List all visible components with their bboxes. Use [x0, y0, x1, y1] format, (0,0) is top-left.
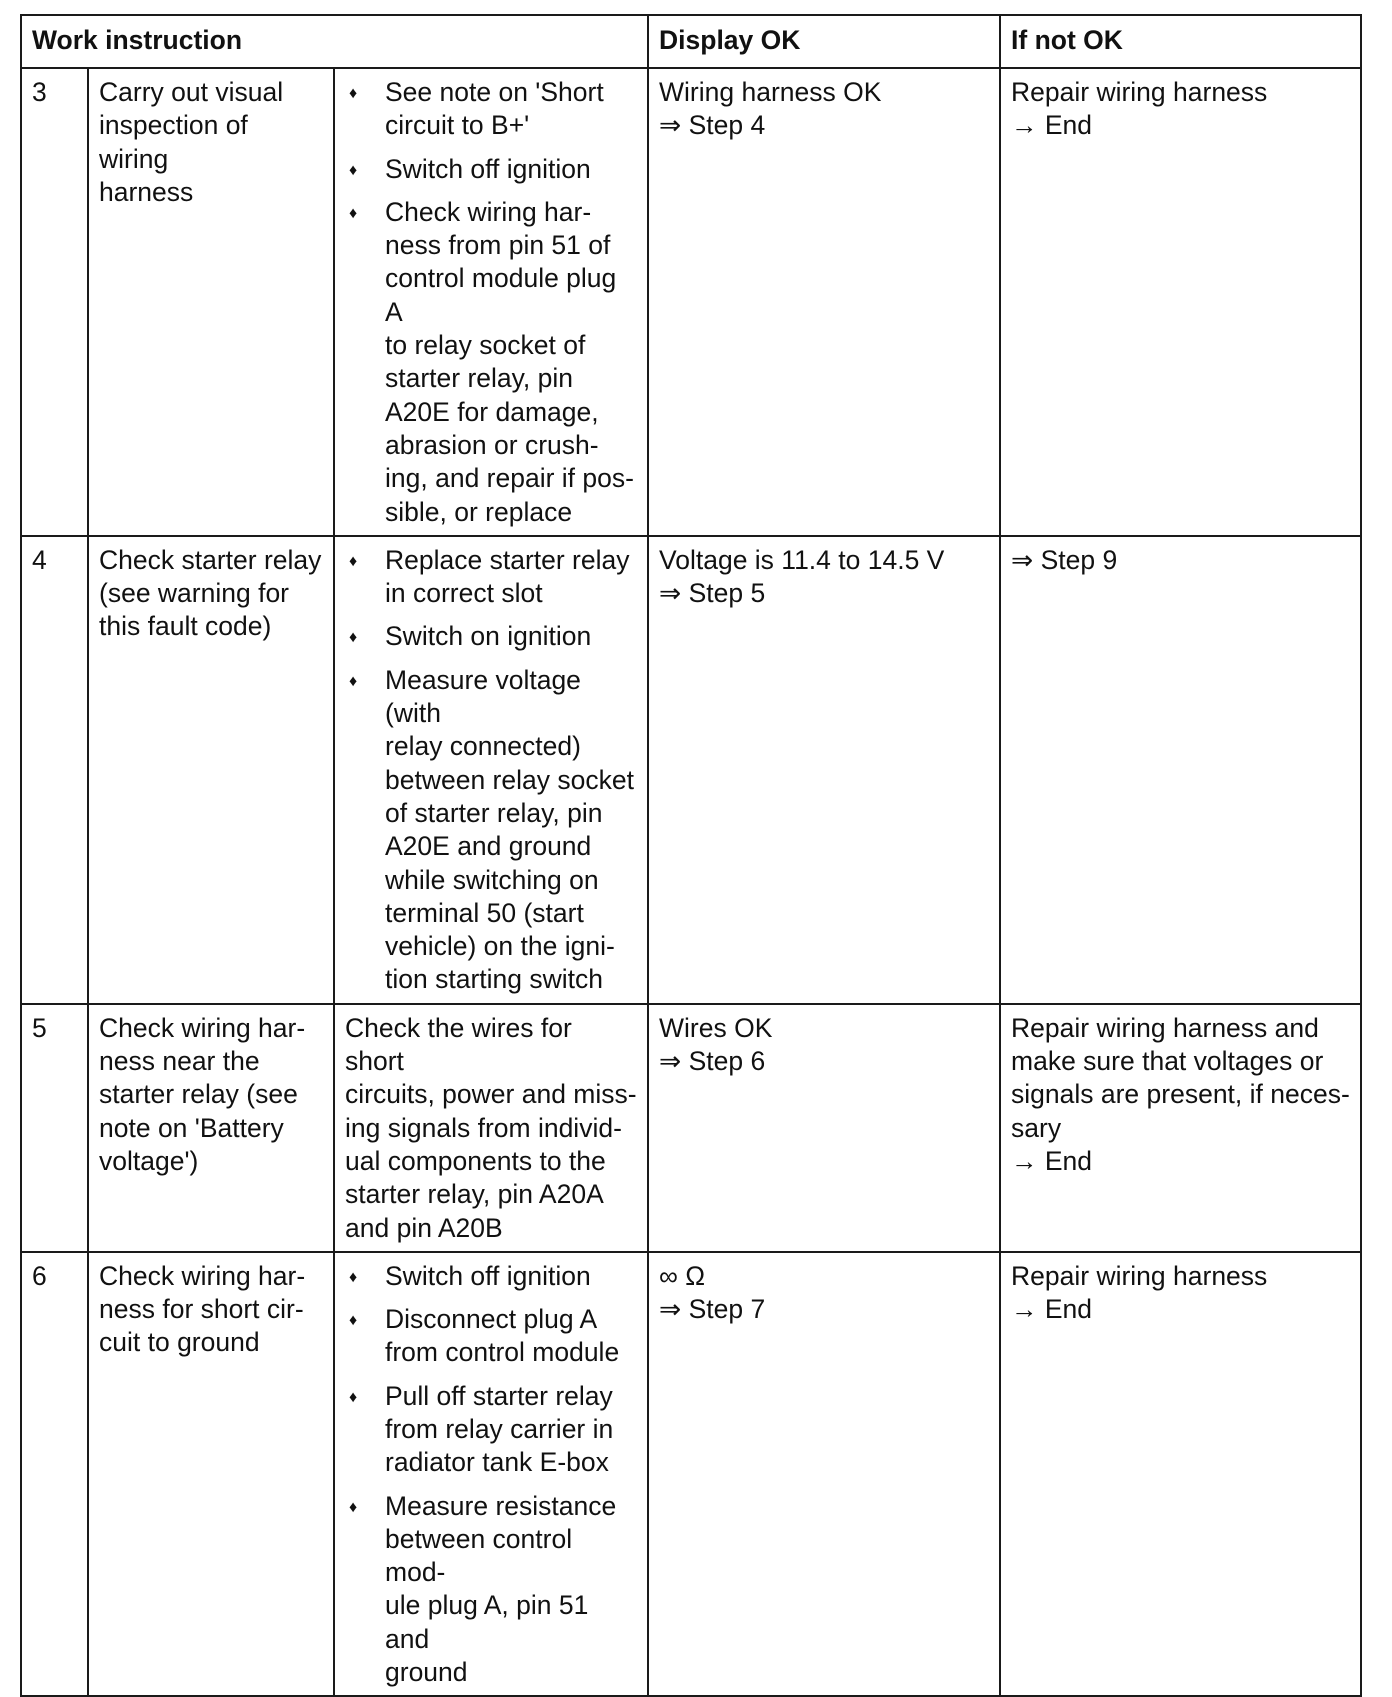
action-text: Switch on ignition [385, 621, 592, 652]
action-text: Pull off starter relay from relay carrier in radiator tank E-box [385, 1380, 614, 1478]
table-row [21, 1252, 1361, 1697]
action-item [345, 664, 637, 997]
task-description: Check wiring har- ness near the starter relay (see note on 'Battery voltage') [88, 1004, 334, 1252]
action-text: Measure voltage (with relay connected) between relay socket of starter relay, pin A20E and ground while switching on terminal 50 (start vehicle) on the igni- tion starting switch [385, 664, 634, 995]
bullet-diamond-icon: ♦ [349, 552, 358, 570]
step-number: 5 [21, 1004, 88, 1252]
action-cell [334, 1252, 648, 1697]
bullet-diamond-icon: ♦ [349, 1312, 358, 1330]
step-number: 6 [21, 1252, 88, 1697]
bullet-diamond-icon: ♦ [349, 85, 358, 102]
action-item [345, 76, 637, 143]
step-number: 3 [21, 68, 88, 536]
step-number: 4 [21, 536, 88, 1004]
task-description: Check wiring har- ness for short cir- cuit to ground [88, 1252, 334, 1697]
if-not-ok-result: ⇒ Step 9 [1000, 536, 1361, 1004]
bullet-diamond-icon: ♦ [349, 1268, 358, 1286]
display-ok-result: ∞ Ω ⇒ Step 7 [648, 1252, 1000, 1697]
action-text: Check wiring har- ness from pin 51 of control module plug A to relay socket of starter relay, pin A20E for damage, abrasion or crush- ing, and repair if pos- sible, or replace [385, 196, 634, 527]
if-not-ok-result: Repair wiring harness and make sure that voltages or signals are present, if neces- sary → End [1000, 1004, 1361, 1252]
if-not-ok-result: Repair wiring harness → End [1000, 1252, 1361, 1697]
table-row [21, 1004, 1361, 1252]
header-display-ok: Display OK [648, 15, 1000, 68]
table-row [21, 536, 1361, 1004]
action-text: Replace starter relay in correct slot [385, 544, 630, 609]
action-item [345, 544, 637, 611]
if-not-ok-result: Repair wiring harness → End [1000, 68, 1361, 536]
header-row [21, 15, 1361, 68]
action-text: Measure resistance between control mod- ule plug A, pin 51 and ground [385, 1490, 617, 1688]
bullet-diamond-icon: ♦ [349, 672, 358, 690]
table-row [21, 68, 1361, 536]
action-text: Switch off ignition [385, 153, 591, 184]
action-cell [334, 68, 648, 536]
action-item [345, 1380, 637, 1480]
bullet-diamond-icon: ♦ [349, 204, 358, 222]
action-item [345, 1303, 637, 1370]
action-item [345, 153, 637, 186]
action-text: See note on 'Short circuit to B+' [385, 77, 604, 141]
action-text: Switch off ignition [385, 1260, 591, 1291]
header-work-instruction: Work instruction [21, 15, 648, 68]
action-list [345, 76, 637, 529]
bullet-diamond-icon: ♦ [349, 161, 358, 179]
display-ok-result: Wiring harness OK ⇒ Step 4 [648, 68, 1000, 536]
display-ok-result: Wires OK ⇒ Step 6 [648, 1004, 1000, 1252]
action-item [345, 1490, 637, 1690]
bullet-diamond-icon: ♦ [349, 1388, 358, 1406]
action-cell [334, 536, 648, 1004]
display-ok-result: Voltage is 11.4 to 14.5 V ⇒ Step 5 [648, 536, 1000, 1004]
header-if-not-ok: If not OK [1000, 15, 1361, 68]
bullet-diamond-icon: ♦ [349, 629, 358, 647]
action-text: Check the wires for short circuits, power and miss- ing signals from individ- ual components to the starter relay, pin A20A and pin A20B [334, 1004, 648, 1252]
action-list [345, 1260, 637, 1690]
action-text: Disconnect plug A from control module [385, 1304, 620, 1368]
action-list [345, 544, 637, 997]
work-instruction-table [20, 14, 1362, 1697]
task-description: Check starter relay (see warning for this fault code) [88, 536, 334, 1004]
task-description: Carry out visual inspection of wiring harness [88, 68, 334, 536]
action-item [345, 1260, 637, 1293]
action-item [345, 196, 637, 529]
action-item [345, 620, 637, 653]
bullet-diamond-icon: ♦ [349, 1498, 358, 1516]
